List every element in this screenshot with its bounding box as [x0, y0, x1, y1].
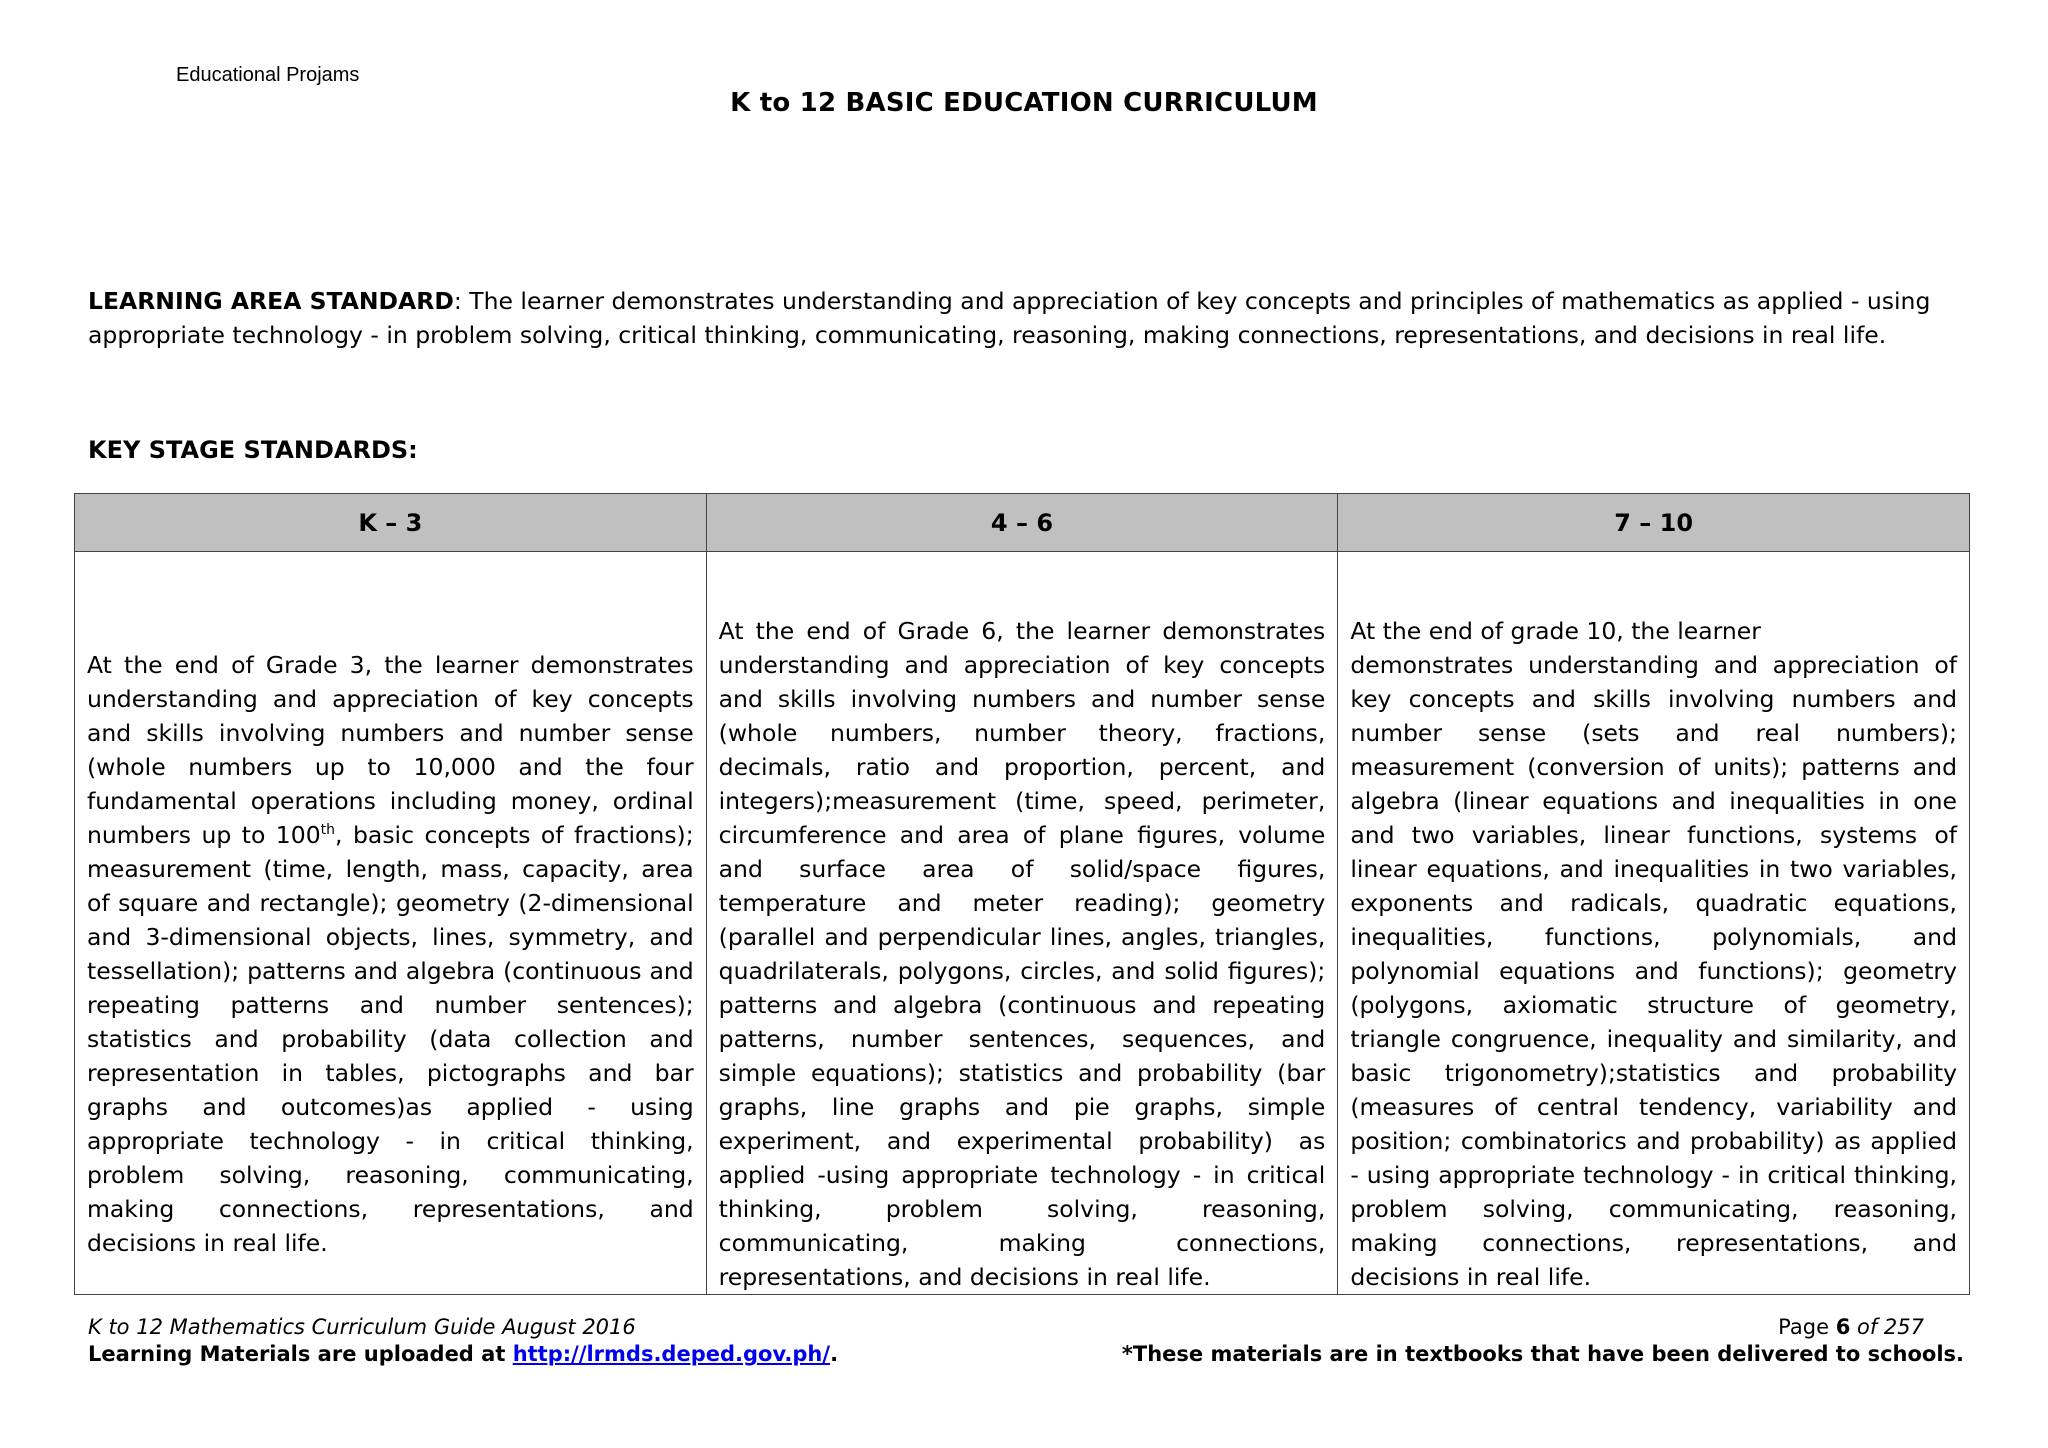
page-total: of 257 — [1850, 1315, 1924, 1339]
k3-text-part1: At the end of Grade 3, the learner demonstrates understanding and appreciation of key concepts and skills involving numbers and number sense (whole numbers up to 10,000 and the four fundamental operations including money, ordinal numbers up to 100 — [87, 651, 694, 849]
key-stage-heading: KEY STAGE STANDARDS: — [88, 436, 418, 464]
g710-first-line: At the end of grade 10, the learner — [1350, 617, 1761, 645]
watermark-text: Educational Projams — [176, 64, 360, 86]
textbook-note: *These materials are in textbooks that have been delivered to schools. — [1121, 1342, 1964, 1366]
learning-area-standard — [88, 284, 1968, 352]
cell-4-6 — [706, 552, 1338, 1295]
k3-text-part2: , basic concepts of fractions); measurement (time, length, mass, capacity, area of square and rectangle); geometry (2-dimensional and 3-dimensional objects, lines, symmetry, and tessellation); patterns and algebra (continuous and repeating patterns and number sentences); statistics and probability (data collection and representation in tables, pictographs and bar graphs and outcomes)as applied - using appropriate technology - in critical thinking, problem solving, reasoning, communicating, making connections, representations, and decisions in real life. — [87, 821, 694, 1257]
key-stage-table — [74, 493, 1970, 1295]
table-header-row — [75, 494, 1970, 552]
lrmds-link[interactable]: http://lrmds.deped.gov.ph/ — [512, 1342, 831, 1366]
cell-k3 — [75, 552, 707, 1295]
guide-title: K to 12 Mathematics Curriculum Guide August 2016 — [88, 1315, 636, 1339]
upload-text: Learning Materials are uploaded at — [88, 1342, 513, 1366]
page-footer — [88, 1314, 1968, 1368]
column-header-k3: K – 3 — [75, 494, 707, 552]
table-row — [75, 552, 1970, 1295]
g710-standard — [1350, 552, 1957, 1294]
page-number — [1778, 1314, 1924, 1341]
g46-standard-text: At the end of Grade 6, the learner demonstrates understanding and appreciation of key concepts and skills involving numbers and number sense (whole numbers, number theory, fractions, decimals, ratio and proportion, percent, and integers);measurement (time, speed, perimeter, circumference and area of plane figures, volume and surface area of solid/space figures, temperature and meter reading); geometry (parallel and perpendicular lines, angles, triangles, quadrilaterals, polygons, circles, and solid figures); patterns and algebra (continuous and repeating patterns, number sentences, sequences, and simple equations); statistics and probability (bar graphs, line graphs and pie graphs, simple experiment, and experimental probability) as applied -using appropriate technology - in critical thinking, problem solving, reasoning, communicating, making connections, representations, and decisions in real life. — [718, 617, 1326, 1291]
k3-standard-text — [87, 552, 694, 1260]
column-header-7-10: 7 – 10 — [1338, 494, 1970, 552]
column-header-4-6: 4 – 6 — [706, 494, 1338, 552]
cell-7-10 — [1338, 552, 1970, 1295]
k3-superscript: th — [320, 822, 336, 839]
page-prefix: Page — [1778, 1315, 1836, 1339]
upload-note — [88, 1342, 838, 1366]
upload-period: . — [830, 1342, 839, 1366]
g710-standard-text: demonstrates understanding and appreciation of key concepts and skills involving numbers and number sense (sets and real numbers); measurement (conversion of units); patterns and algebra (linear equations and inequalities in one and two variables, linear functions, systems of linear equations, and inequalities in two variables, exponents and radicals, quadratic equations, inequalities, functions, polynomials, and polynomial equations and functions); geometry (polygons, axiomatic structure of geometry, triangle congruence, inequality and similarity, and basic trigonometry);statistics and probability (measures of central tendency, variability and position; combinatorics and probability) as applied - using appropriate technology - in critical thinking, problem solving, communicating, reasoning, making connections, representations, and decisions in real life. — [1350, 651, 1957, 1291]
learning-area-label: LEARNING AREA STANDARD — [88, 287, 454, 315]
document-title: K to 12 BASIC EDUCATION CURRICULUM — [730, 88, 1318, 118]
learning-area-text: : The learner demonstrates understanding and appreciation of key concepts and principles of mathematics as applied - using appropriate technology - in problem solving, critical thinking, communicating, reasoning, making connections, representations, and decisions in real life. — [88, 287, 1931, 349]
page-current: 6 — [1835, 1315, 1851, 1339]
